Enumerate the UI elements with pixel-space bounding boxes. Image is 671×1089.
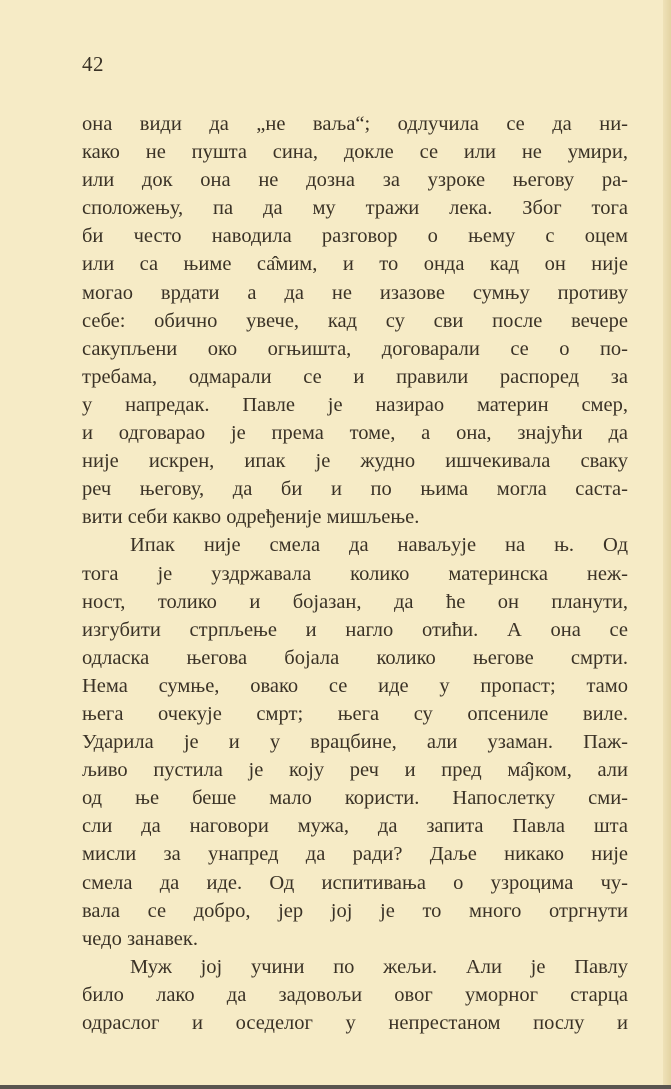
text-line: сли да наговори мужа, да запита Павла шта — [82, 815, 628, 838]
text-line: било лако да задовољи овог уморног старца — [82, 983, 628, 1006]
text-line: она види да „не ваља“; одлучила се да ни- — [82, 113, 628, 135]
text-line: како не пушта сина, докле се или не умири, — [82, 141, 628, 164]
text-line: Ипак није смела да наваљује на њ. Од — [130, 534, 628, 557]
body-text — [82, 110, 628, 1037]
text-line: себе: обично увече, кад су сви после вечере — [82, 309, 628, 332]
text-line: Нема сумње, овако се иде у пропаст; тамо — [82, 674, 628, 697]
text-line: тога је уздржавала колико материнска неж- — [82, 562, 628, 585]
text-line: вити себи какво одређеније мишљење. — [82, 506, 420, 529]
text-line: одраслог и оседелог у непрестаном послу и — [82, 1012, 628, 1034]
text-line: у напредак. Павле је назирао материн смер, — [82, 393, 628, 416]
text-line: није искрен, ипак је жудно ишчекивала сваку — [82, 450, 628, 473]
text-line: љиво пустила је коју реч и пред ма̂јком, али — [82, 759, 628, 782]
scan-bottom-border — [0, 1085, 671, 1089]
text-line: сакупљени око огњишта, договарали се о по- — [82, 337, 628, 360]
paragraph — [82, 110, 628, 531]
text-line: Муж јој учини по жељи. Али је Павлу — [130, 955, 628, 978]
text-line: мисли за унапред да ради? Даље никако није — [82, 843, 628, 866]
text-line: требама, одмарали се и правили распоред за — [82, 365, 628, 388]
text-line: вала се добро, јер јој је то много отргнути — [82, 899, 628, 922]
text-line: или са њиме са̂мим, и то онда кад он није — [82, 253, 628, 276]
text-line: или док она не дозна за узроке његову ра- — [82, 169, 628, 192]
text-line: би често наводила разговор о њему с оцем — [82, 225, 628, 248]
text-line: изгубити стрпљење и нагло отићи. А она се — [82, 618, 628, 641]
text-line: од ње беше мало користи. Напослетку сми- — [82, 787, 628, 810]
text-line: Ударила је и у врацбине, али узаман. Паж- — [82, 731, 628, 754]
text-line: реч његову, да би и по њима могла саста- — [82, 478, 628, 501]
text-line: смела да иде. Од испитивања о узроцима чу- — [82, 871, 628, 894]
text-line: чедо занавек. — [82, 927, 198, 950]
text-line: одласка његова бојала колико његове смрти. — [82, 646, 628, 669]
paragraph — [82, 953, 628, 1037]
text-line: њега очекује смрт; њега су опсениле виле. — [82, 702, 628, 725]
paragraph — [82, 531, 628, 952]
text-line: и одговарао је према томе, а она, знајући да — [82, 422, 628, 445]
text-line: сположењу, па да му тражи лека. Због тога — [82, 197, 628, 220]
text-line: ност, толико и бојазан, да ће он планути, — [82, 590, 628, 613]
page-edge — [663, 0, 671, 1085]
page-number: 42 — [82, 52, 104, 76]
text-line: могао врдати а да не изазове сумњу противу — [82, 281, 628, 304]
